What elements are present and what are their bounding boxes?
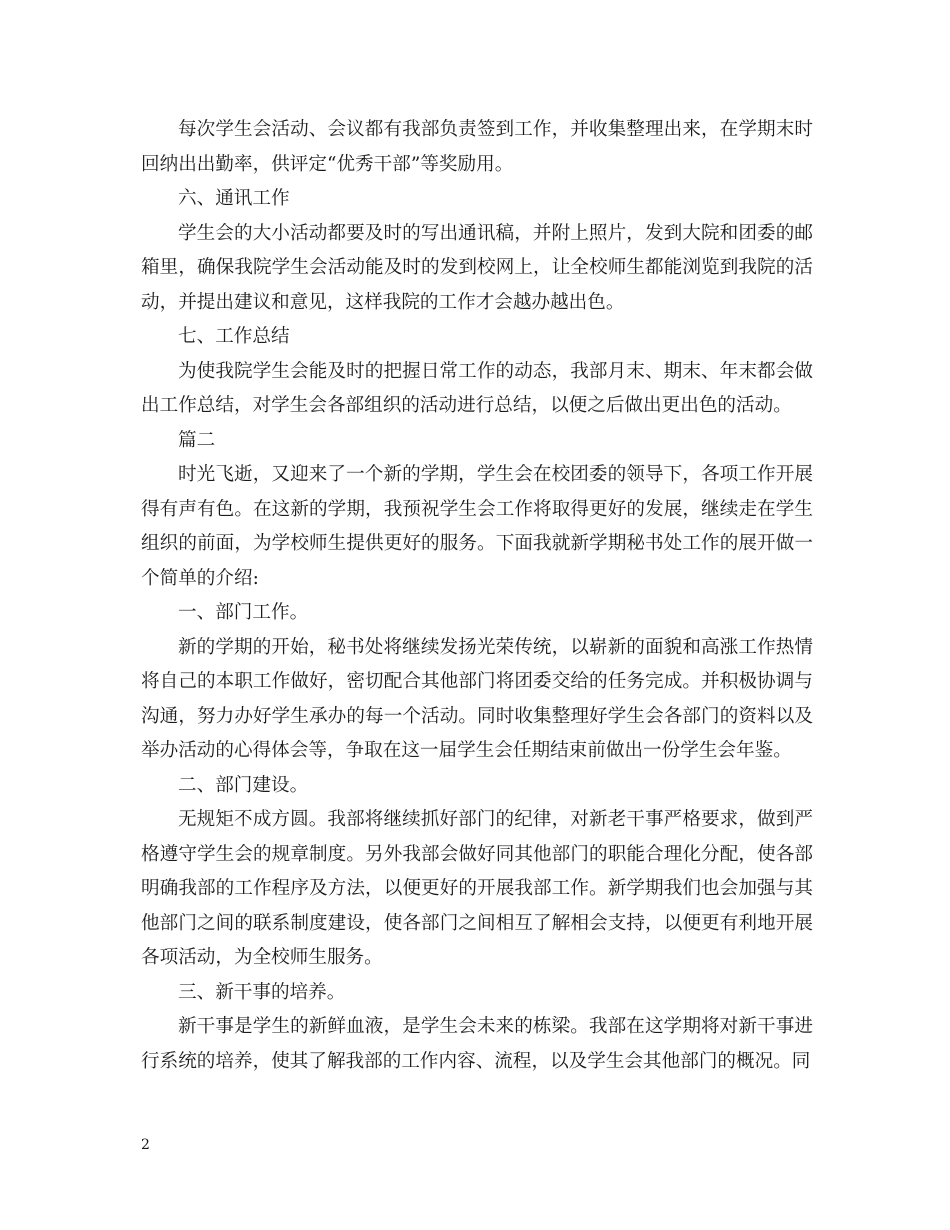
section-heading: 三、新干事的培养。 (178, 981, 346, 1003)
section-heading: 七、工作总结 (178, 326, 290, 347)
body-paragraph: 新的学期的开始，秘书处将继续发扬光荣传统，以崭新的面貌和高涨工作热情将自己的本职工作做好，密切配合其他部门将团委交给的任务完成。并积极协调与沟通，努力办好学生承办的每一个活动。同时收集整理好学生会各部门的资料以及举办活动的心得体会等，争取在这一届学生会任期结束前做出一份学生会年鉴。 (141, 636, 813, 761)
body-paragraph: 无规矩不成方圆。我部将继续抓好部门的纪律，对新老干事严格要求，做到严格遵守学生会的规章制度。另外我部会做好同其他部门的职能合理化分配，使各部明确我部的工作程序及方法，以便更好的开展我部工作。新学期我们也会加强与其他部门之间的联系制度建设，使各部门之间相互了解相会支持，以便更有利地开展各项活动，为全校师生服务。 (141, 809, 813, 968)
document-body (141, 113, 813, 1079)
body-paragraph: 学生会的大小活动都要及时的写出通讯稿，并附上照片，发到大院和团委的邮箱里，确保我院学生会活动能及时的发到校网上，让全校师生都能浏览到我院的活动，并提出建议和意见，这样我院的工作才会越办越出色。 (141, 222, 813, 313)
body-paragraph: 为使我院学生会能及时的把握日常工作的动态，我部月末、期末、年末都会做出工作总结，对学生会各部组织的活动进行总结，以便之后做出更出色的活动。 (141, 360, 813, 416)
body-paragraph: 新干事是学生的新鲜血液，是学生会未来的栋梁。我部在这学期将对新干事进行系统的培养，使其了解我部的工作内容、流程，以及学生会其他部门的概况。同 (141, 1016, 813, 1072)
part-heading: 篇二 (178, 429, 216, 451)
body-paragraph: 每次学生会活动、会议都有我部负责签到工作，并收集整理出来，在学期末时回纳出出勤率，供评定“优秀干部”等奖励用。 (141, 119, 813, 175)
body-paragraph: 时光飞逝，又迎来了一个新的学期，学生会在校团委的领导下，各项工作开展得有声有色。在这新的学期，我预祝学生会工作将取得更好的发展，继续走在学生组织的前面，为学校师生提供更好的服务。下面我就新学期秘书处工作的展开做一个简单的介绍: (141, 464, 813, 589)
page-number: 2 (141, 1137, 150, 1153)
section-heading: 二、部门建设。 (178, 774, 309, 796)
section-heading: 六、通讯工作 (178, 188, 290, 209)
section-heading: 一、部门工作。 (178, 602, 309, 623)
